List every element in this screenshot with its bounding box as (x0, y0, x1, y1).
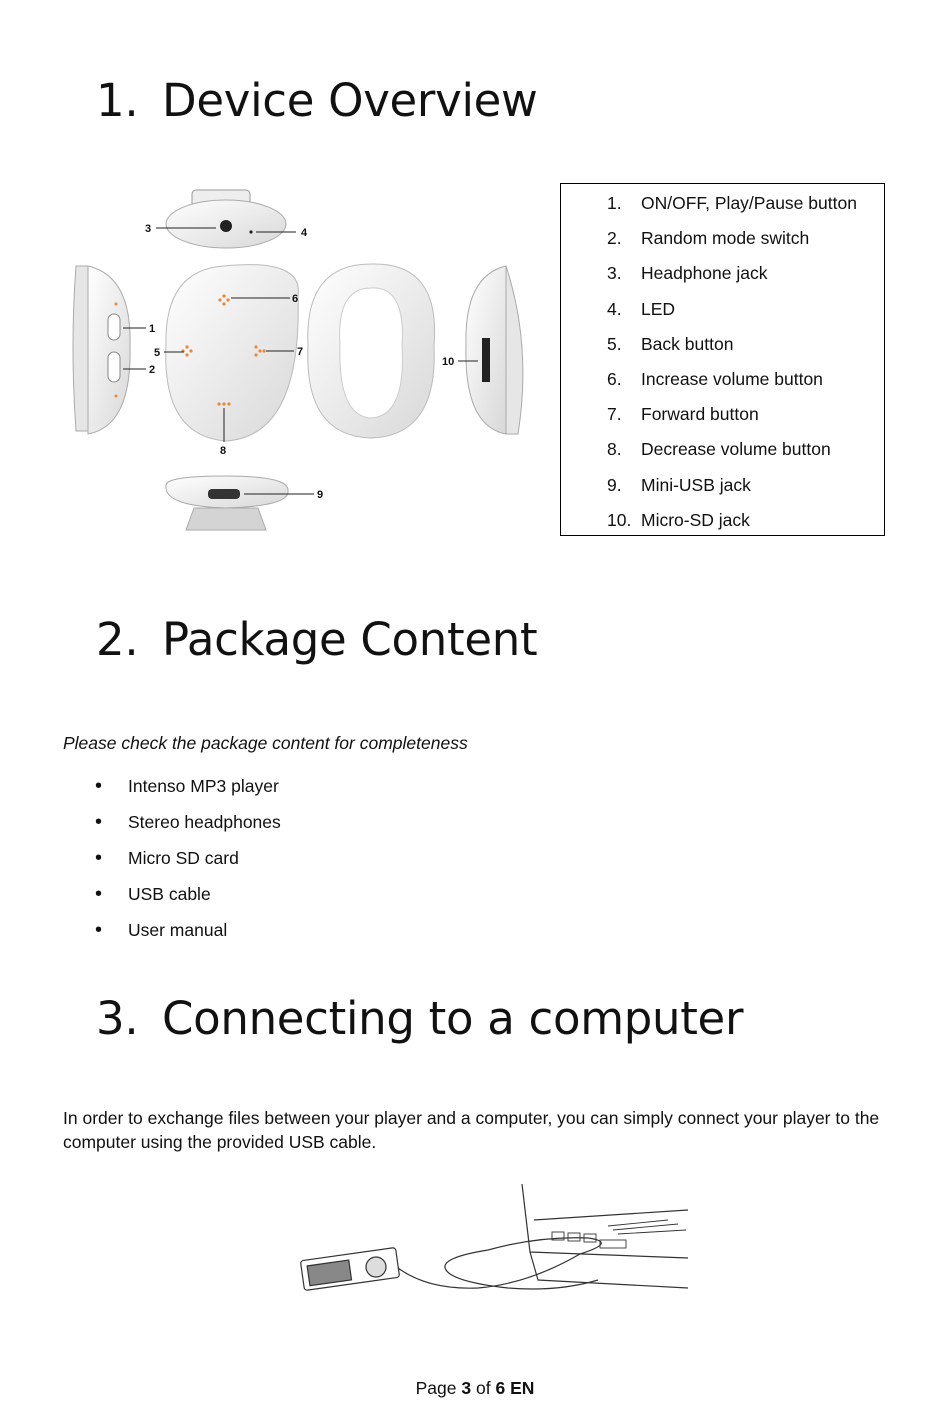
list-item: • Intenso MP3 player (95, 775, 279, 797)
section-heading-device-overview: 1. Device Overview (96, 74, 538, 127)
device-back-clip-view (308, 264, 435, 438)
callout-10: 10 (442, 356, 455, 368)
legend-item: 4. LED (607, 298, 676, 319)
laptop-illustration (522, 1184, 688, 1258)
device-right-side-view (466, 266, 523, 434)
device-left-side-view (73, 266, 130, 434)
package-intro-text: Please check the package content for completeness (63, 733, 468, 753)
callout-8: 8 (220, 445, 227, 457)
callout-7: 7 (297, 346, 304, 358)
device-legend-box (560, 183, 885, 536)
bullet-icon: • (95, 883, 103, 905)
legend-item: 3. Headphone jack (607, 263, 768, 284)
device-overview-figure (66, 186, 536, 540)
legend-item: 2. Random mode switch (607, 228, 810, 249)
usb-connection-figure (268, 1180, 692, 1310)
bullet-icon: • (95, 811, 103, 833)
legend-item: 9. Mini-USB jack (607, 474, 751, 495)
callout-6: 6 (292, 293, 299, 305)
page-footer: Page 3 of 6 EN (415, 1378, 535, 1398)
callout-2: 2 (149, 364, 156, 376)
legend-item: 5. Back button (607, 333, 734, 354)
legend-item: 7. Forward button (607, 404, 759, 425)
list-item: • Stereo headphones (95, 811, 281, 833)
callout-1: 1 (149, 323, 156, 335)
section-heading-package-content: 2. Package Content (96, 613, 538, 666)
callout-4: 4 (301, 227, 308, 239)
connect-paragraph: In order to exchange files between your player and a computer, you can simply connect your player to the computer using the provided USB cable. (63, 1108, 880, 1152)
legend-item: 8. Decrease volume button (607, 439, 831, 460)
device-front-view (166, 265, 299, 441)
legend-item: 10. Micro-SD jack (607, 509, 750, 530)
list-item: • Micro SD card (95, 847, 239, 869)
legend-item: 6. Increase volume button (607, 368, 823, 389)
list-item: • User manual (95, 919, 228, 941)
device-legend-list (607, 192, 857, 544)
callout-5: 5 (154, 347, 161, 359)
bullet-icon: • (95, 919, 103, 941)
list-item: • USB cable (95, 883, 211, 905)
device-bottom-view (166, 476, 288, 530)
legend-item: 1. ON/OFF, Play/Pause button (607, 193, 857, 213)
bullet-icon: • (95, 847, 103, 869)
section-heading-connecting: 3. Connecting to a computer (96, 992, 744, 1045)
package-content-list (95, 775, 281, 955)
callout-9: 9 (317, 489, 324, 501)
callout-3: 3 (145, 223, 152, 235)
device-top-view (166, 190, 286, 248)
bullet-icon: • (95, 775, 103, 797)
